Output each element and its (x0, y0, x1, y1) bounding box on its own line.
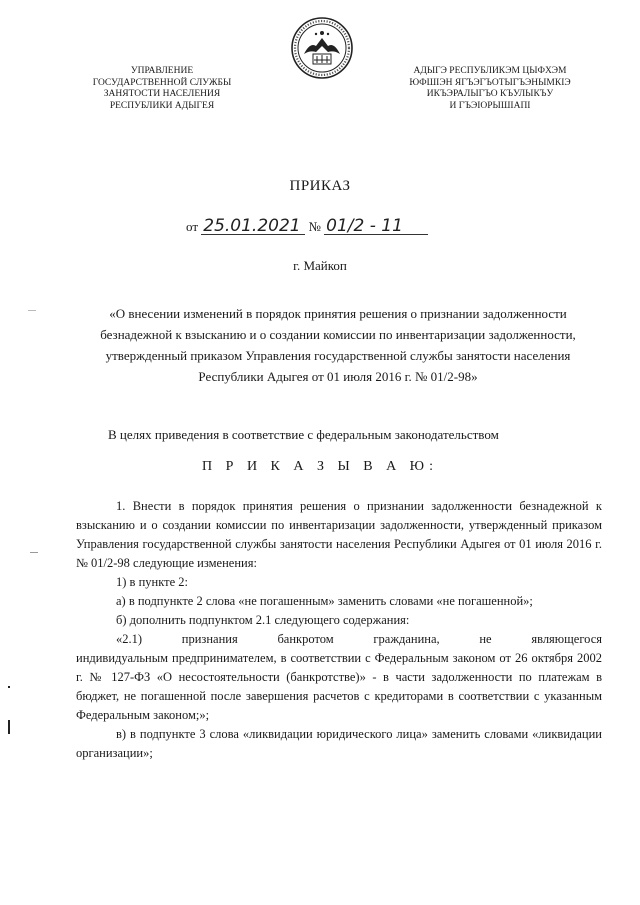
header-left-organization (82, 66, 242, 112)
handwritten-date: 25.01.2021 (201, 218, 305, 235)
purpose-line: В целях приведения в соответствие с федеральным законодательством (108, 427, 499, 442)
paragraph-5-rest: индивидуальным предпринимателем, в соответствии с Федеральным законом от 26 октября 2002 г. № 127-ФЗ «О несостоятельности (банкротстве)» - в части задолженности по платежам в бюджет, не погашенной после завершения расчетов с кредиторами в соответствии с указанным Федеральным законом;»; (76, 651, 602, 722)
order-heading: П Р И К А З Ы В А Ю: (202, 459, 438, 474)
header-left-line: УПРАВЛЕНИЕ (130, 66, 194, 76)
paragraph-3: а) в подпункте 2 слова «не погашенным» заменить словами «не погашенной»; (116, 594, 533, 608)
date-prefix: от (186, 219, 199, 234)
scan-mark (8, 720, 10, 734)
paragraph-5-first-line: «2.1) признания банкротом гражданина, не являющегося (116, 632, 602, 646)
handwritten-number: 01/2 - 11 (324, 218, 428, 235)
paragraph-6: в) в подпункте 3 слова «ликвидации юридического лица» заменить словами «ликвидации организации»; (76, 727, 602, 760)
order-subject: «О внесении изменений в порядок принятия решения о признании задолженности безнадежной к взысканию и о создании комиссии по инвентаризации задолженности, утвержденный приказом Управления государственной службы занятости населения Республики Адыгея от 01 июля 2016 г. № 01/2-98» (100, 306, 576, 384)
city-line: г. Майкоп (293, 258, 347, 273)
paragraph-2: 1) в пункте 2: (116, 575, 188, 589)
scan-mark (8, 686, 10, 688)
header-right-line: И ГЪЭІОРЫШІАПІ (449, 100, 531, 111)
header-right-line: ИКЪЭРАЛЫГЪО КЪУЛЫКЪУ (426, 89, 554, 99)
header-right-line: ЮФШІЭН ЯГЪЭГЪОТЫГЪЭНЫМКІЭ (409, 77, 571, 88)
paragraph-1: 1. Внести в порядок принятия решения о признании задолженности безнадежной к взысканию и о создании комиссии по инвентаризации задолженности, утвержденный приказом Управления государственной службы занятости населения Республики Адыгея от 01 июля 2016 г. № 01/2-98 следующие изменения: (76, 499, 602, 570)
header-left-line: РЕСПУБЛИКИ АДЫГЕЯ (109, 100, 215, 111)
scan-mark (30, 552, 38, 553)
coat-of-arms-emblem (290, 16, 354, 80)
order-body (76, 497, 602, 763)
paragraph-4: б) дополнить подпунктом 2.1 следующего содержания: (116, 613, 410, 627)
header-right-line: АДЫГЭ РЕСПУБЛИКЭМ ЦЫФХЭМ (413, 66, 567, 76)
number-sign: № (308, 219, 321, 234)
date-number-line (186, 218, 428, 235)
scan-mark (28, 310, 36, 311)
header-left-line: ЗАНЯТОСТИ НАСЕЛЕНИЯ (103, 89, 221, 99)
header-left-line: ГОСУДАРСТВЕННОЙ СЛУЖБЫ (92, 77, 232, 88)
document-title: ПРИКАЗ (289, 178, 351, 194)
header-right-organization (398, 66, 582, 112)
